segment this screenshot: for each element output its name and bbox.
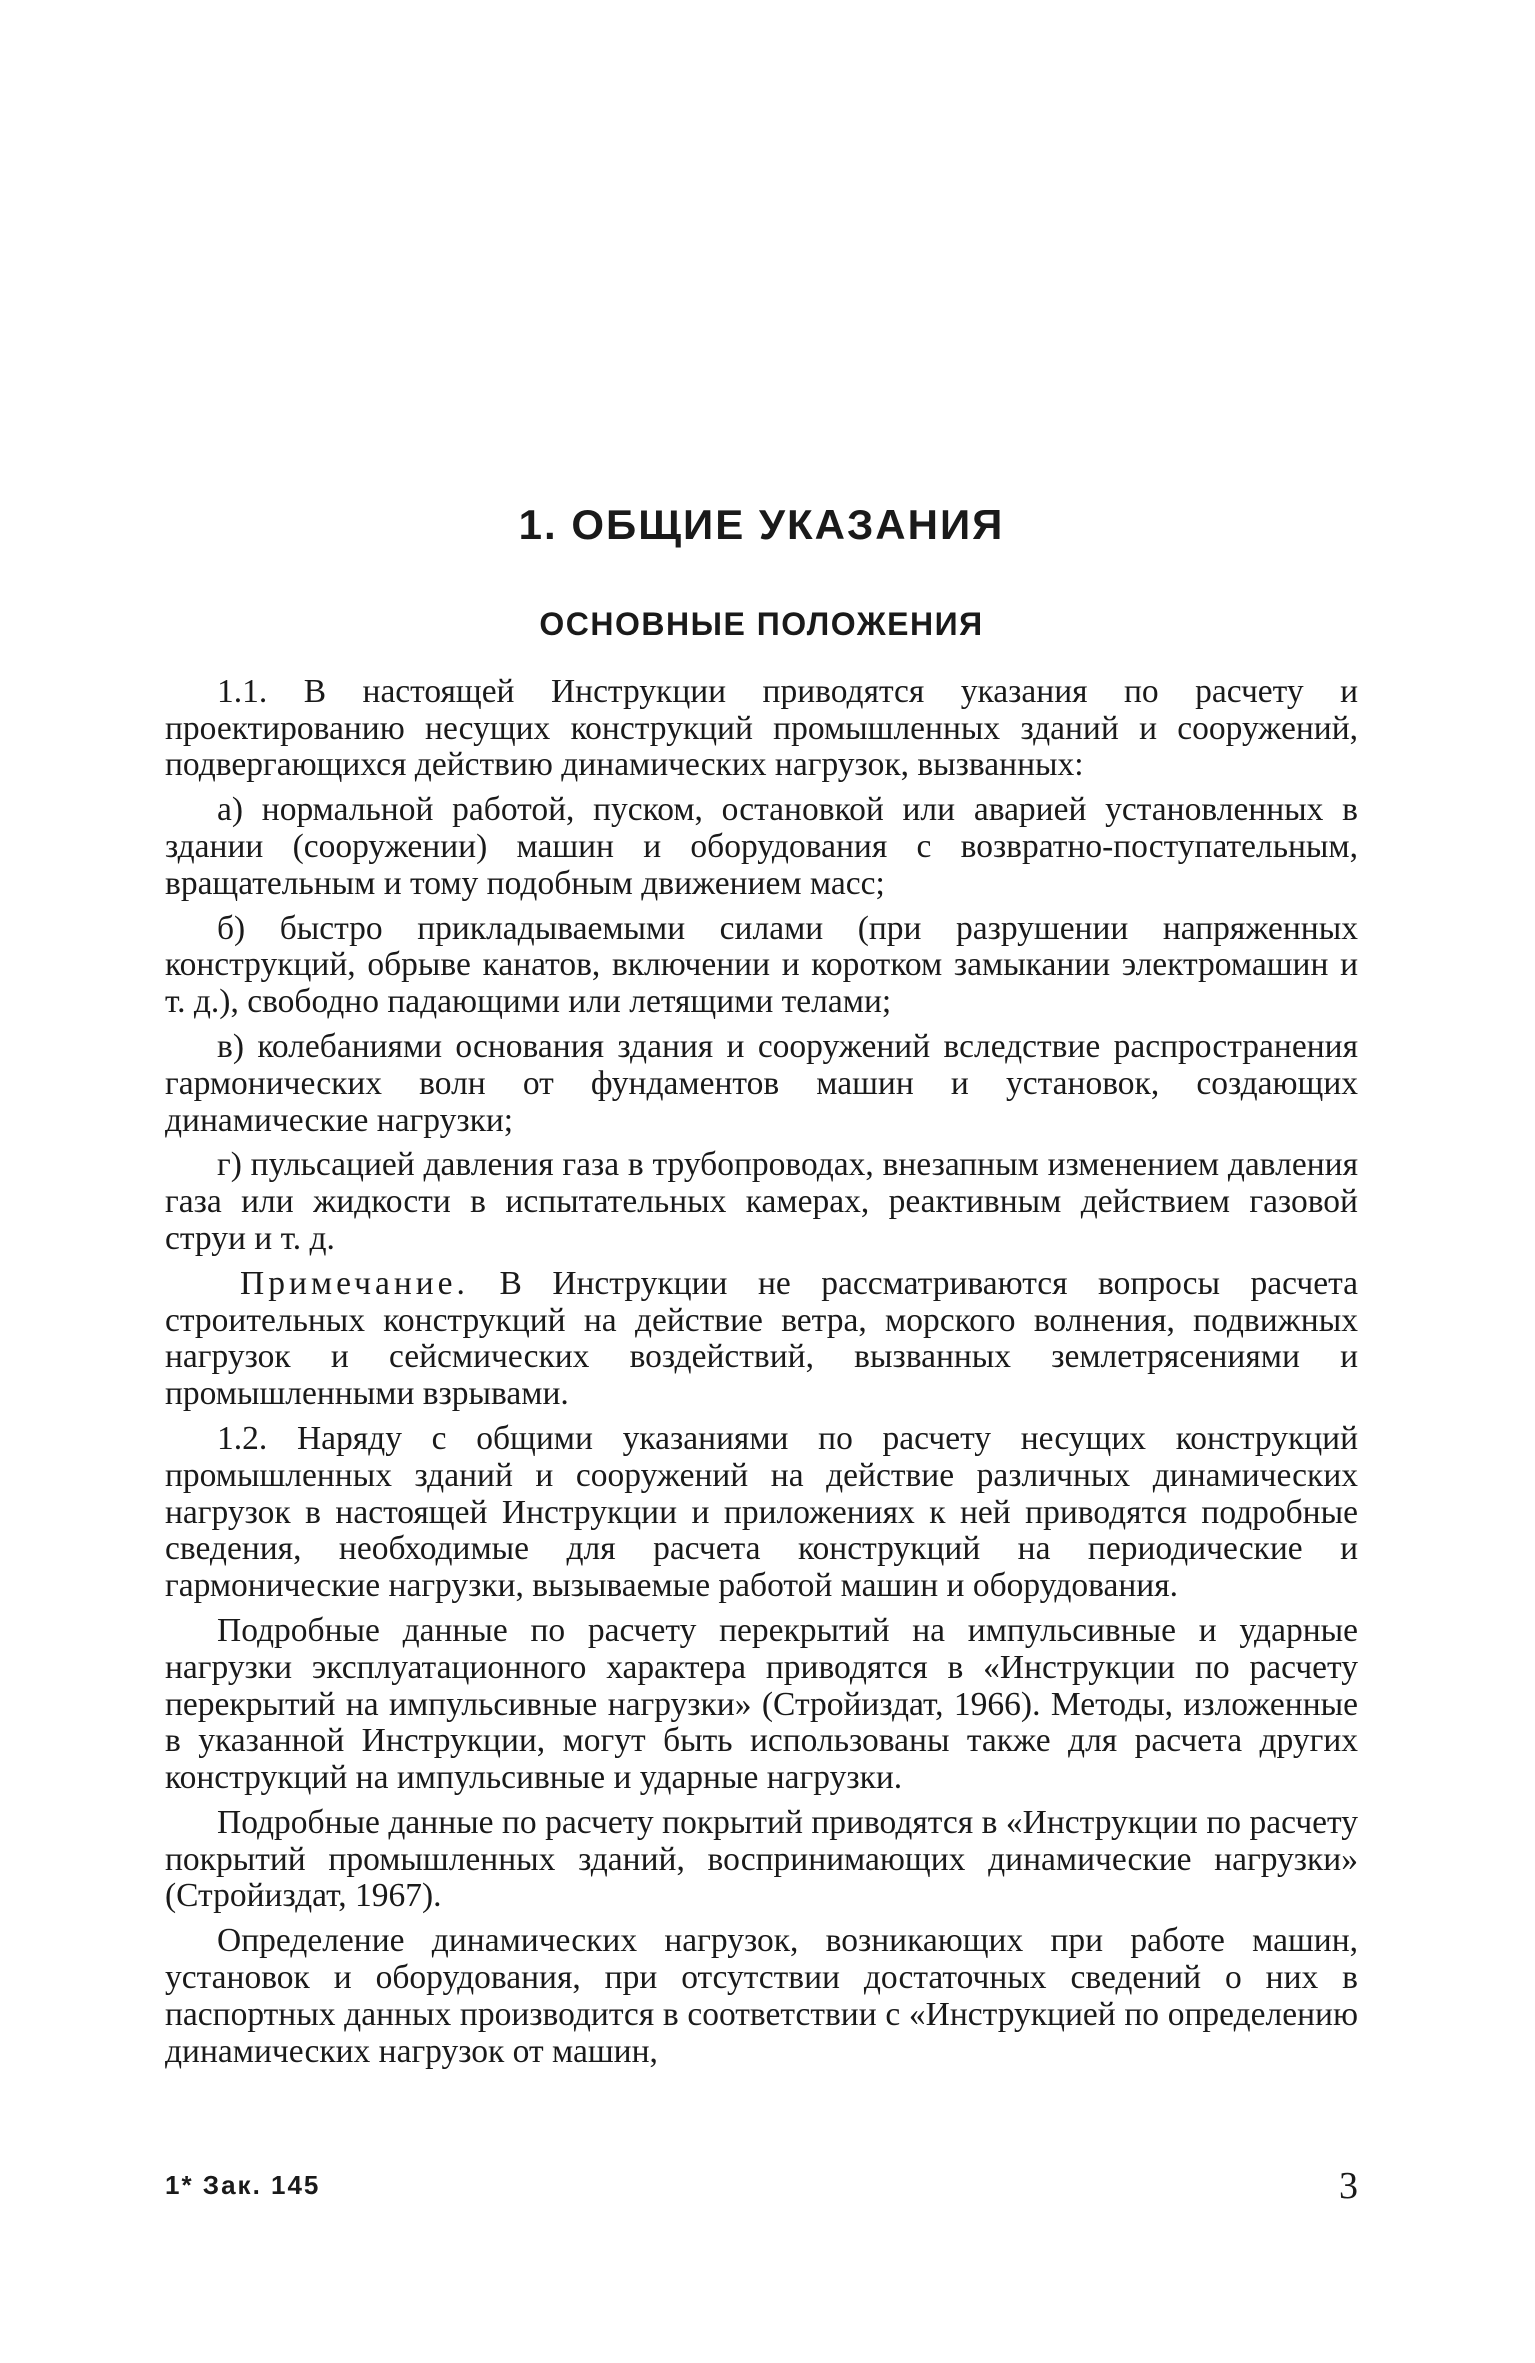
list-item-b: б) быстро прикладываемыми силами (при разрушении напряженных конструкций, обрыве канатов, включении и коротком замыкании электромашин и т. д.), свободно падающими или летящими телами; [165,909,1358,1021]
paragraph-impulse: Подробные данные по расчету перекрытий на импульсивные и ударные нагрузки эксплуатационного характера приводятся в «Инструкции по расчету перекрытий на импульсивные нагрузки» (Стройиздат, 1966). Методы, изложенные в указанной Инструкции, могут быть использованы также для расчета других конструкций на импульсивные и ударные нагрузки. [165,1611,1358,1797]
page-number: 3 [1339,2165,1358,2207]
note-text: В Инструкции не рассматриваются вопросы расчета строительных конструкций на действие ветра, морского волнения, подвижных нагрузок и сейсмических воздействий, вызванных землетрясениями и промышленными взрывами. [165,1264,1358,1413]
note-paragraph [165,1266,1358,1413]
page-footer [165,2165,1358,2210]
document-page [165,500,1358,2078]
list-item-v: в) колебаниями основания здания и сооружений вследствие распространения гармонических волн от фундаментов машин и установок, создающих динамические нагрузки; [165,1027,1358,1139]
section-title: ОСНОВНЫЕ ПОЛОЖЕНИЯ [539,606,984,643]
print-signature: 1* Зак. 145 [165,2170,321,2200]
paragraph-1-2: 1.2. Наряду с общими указаниями по расчету несущих конструкций промышленных зданий и сооружений на действие различных динамических нагрузок в настоящей Инструкции и приложениях к ней приводятся подробные сведения, необходимые для расчета конструкций на периодические и гармонические нагрузки, вызываемые работой машин и оборудования. [165,1419,1358,1605]
paragraph-determination: Определение динамических нагрузок, возникающих при работе машин, установок и оборудования, при отсутствии достаточных сведений о них в паспортных данных производится в соответствии с «Инструкцией по определению динамических нагрузок от машин, [165,1922,1358,2070]
chapter-title: 1. ОБЩИЕ УКАЗАНИЯ [518,501,1005,548]
note-label: Примечание. [240,1264,469,1302]
list-item-g: г) пульсацией давления газа в трубопроводах, внезапным изменением давления газа или жидкости в испытательных камерах, реактивным действием газовой струи и т. д. [165,1146,1358,1257]
list-item-a: а) нормальной работой, пуском, остановкой или аварией установленных в здании (сооружении) машин и оборудования с возвратно-поступательным, вращательным и тому подобным движением масс; [165,791,1358,902]
paragraph-roof: Подробные данные по расчету покрытий приводятся в «Инструкции по расчету покрытий промышленных зданий, воспринимающих динамические нагрузки» (Стройиздат, 1967). [165,1803,1358,1915]
paragraph-1-1: 1.1. В настоящей Инструкции приводятся указания по расчету и проектированию несущих конструкций промышленных зданий и сооружений, подвергающихся действию динамических нагрузок, вызванных: [165,672,1358,784]
